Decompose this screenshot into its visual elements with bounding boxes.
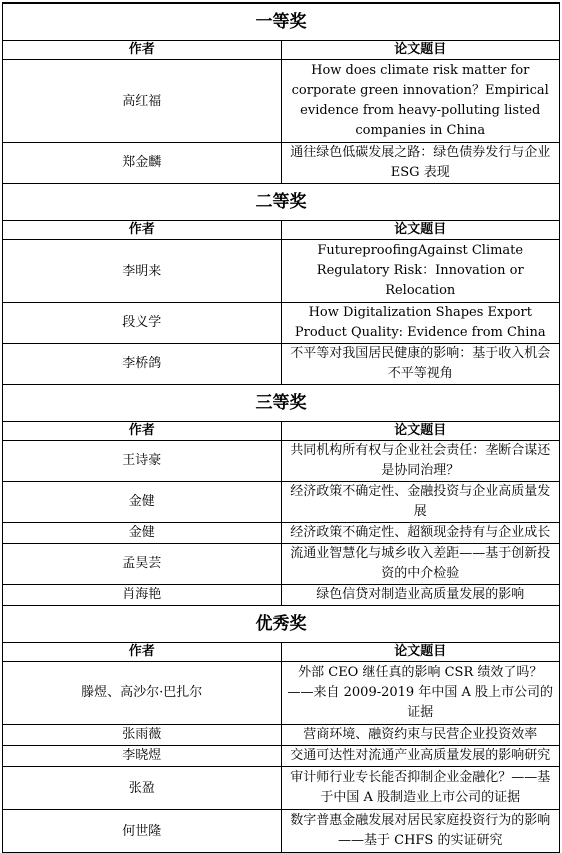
author-cell: 段义学 [3, 303, 282, 344]
title-cell: 不平等对我国居民健康的影响：基于收入机会不平等视角 [281, 344, 560, 385]
table-row [3, 303, 560, 344]
section-heading-row [3, 606, 560, 643]
author-cell: 滕煜、高沙尔·巴扎尔 [3, 662, 282, 725]
column-header-title: 论文题目 [281, 643, 560, 662]
author-cell: 金健 [3, 482, 282, 523]
author-cell: 高红福 [3, 60, 282, 143]
table-row [3, 143, 560, 184]
column-header-title: 论文题目 [281, 221, 560, 240]
section-heading-row [3, 184, 560, 221]
table-row [3, 60, 560, 143]
table-row [3, 240, 560, 303]
title-cell: 共同机构所有权与企业社会责任：垄断合谋还是协同治理？ [281, 441, 560, 482]
column-header-row [3, 41, 560, 60]
table-row [3, 810, 560, 853]
column-header-author: 作者 [3, 221, 282, 240]
author-cell: 李桥鸽 [3, 344, 282, 385]
column-header-row [3, 422, 560, 441]
table-row [3, 662, 560, 725]
title-cell: 营商环境、融资约束与民营企业投资效率 [281, 725, 560, 746]
title-cell: 交通可达性对流通产业高质量发展的影响研究 [281, 746, 560, 767]
author-cell: 孟昊芸 [3, 544, 282, 585]
section-heading: 三等奖 [3, 385, 560, 422]
table-row [3, 544, 560, 585]
table-row [3, 725, 560, 746]
title-cell: 数字普惠金融发展对居民家庭投资行为的影响——基于 CHFS 的实证研究 [281, 810, 560, 853]
author-cell: 张盈 [3, 767, 282, 810]
title-cell: How does climate risk matter for corporate green innovation？Empirical evidence from heavy-polluting listed companies in China [281, 60, 560, 143]
table-row [3, 767, 560, 810]
table-row [3, 344, 560, 385]
author-cell: 肖海艳 [3, 585, 282, 606]
table-row [3, 523, 560, 544]
title-cell: 审计师行业专长能否抑制企业金融化？——基于中国 A 股制造业上市公司的证据 [281, 767, 560, 810]
column-header-title: 论文题目 [281, 422, 560, 441]
column-header-author: 作者 [3, 422, 282, 441]
title-cell: How Digitalization Shapes Export Product Quality: Evidence from China [281, 303, 560, 344]
column-header-author: 作者 [3, 643, 282, 662]
title-cell: 通往绿色低碳发展之路：绿色债券发行与企业 ESG 表现 [281, 143, 560, 184]
table-row [3, 482, 560, 523]
section-heading: 优秀奖 [3, 606, 560, 643]
section-heading: 二等奖 [3, 184, 560, 221]
author-cell: 郑金麟 [3, 143, 282, 184]
author-cell: 何世隆 [3, 810, 282, 853]
title-cell: 经济政策不确定性、超额现金持有与企业成长 [281, 523, 560, 544]
section-heading: 一等奖 [3, 4, 560, 41]
author-cell: 张雨薇 [3, 725, 282, 746]
column-header-row [3, 221, 560, 240]
section-heading-row [3, 385, 560, 422]
column-header-author: 作者 [3, 41, 282, 60]
title-cell: FutureproofingAgainst Climate Regulatory Risk：Innovation or Relocation [281, 240, 560, 303]
author-cell: 李晓煜 [3, 746, 282, 767]
title-cell: 经济政策不确定性、金融投资与企业高质量发展 [281, 482, 560, 523]
table-row [3, 441, 560, 482]
author-cell: 金健 [3, 523, 282, 544]
awards-table [2, 3, 560, 853]
title-cell: 流通业智慧化与城乡收入差距——基于创新投资的中介检验 [281, 544, 560, 585]
awards-table-container [2, 2, 560, 853]
table-row [3, 585, 560, 606]
title-cell: 绿色信贷对制造业高质量发展的影响 [281, 585, 560, 606]
author-cell: 李明来 [3, 240, 282, 303]
table-row [3, 746, 560, 767]
author-cell: 王诗豪 [3, 441, 282, 482]
section-heading-row [3, 4, 560, 41]
column-header-row [3, 643, 560, 662]
column-header-title: 论文题目 [281, 41, 560, 60]
title-cell: 外部 CEO 继任真的影响 CSR 绩效了吗？——来自 2009-2019 年中国 A 股上市公司的证据 [281, 662, 560, 725]
